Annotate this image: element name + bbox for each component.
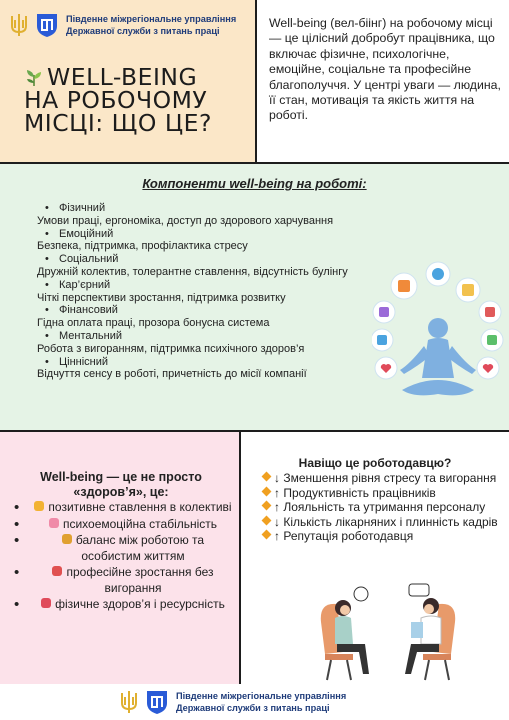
benefit-text: Зменшення рівня стресу та вигорання <box>283 471 497 485</box>
benefit-text: Репутація роботодавця <box>283 529 414 543</box>
conversation-illustration <box>313 582 463 682</box>
intro-panel <box>257 0 509 162</box>
not-just-health-panel <box>0 432 239 684</box>
component-name: • Соціальний <box>37 253 348 266</box>
org-name <box>176 690 346 714</box>
footer-logo-block <box>118 689 346 715</box>
benefit-text: Продуктивність працівників <box>283 485 436 500</box>
figure-icon <box>41 598 51 608</box>
not-just-health-title: Well-being — це не просто «здоров’я», це: <box>40 470 202 499</box>
scales-icon <box>62 534 72 544</box>
meditation-illustration <box>372 260 504 430</box>
meditating-figure <box>400 318 476 395</box>
handshake-icon <box>34 501 44 511</box>
org-line-2: Державної служби з питань праці <box>66 26 220 36</box>
components-panel <box>0 164 509 430</box>
list-item-text: баланс між роботою та особистим життям <box>75 533 205 563</box>
component-description: Умови праці, ергономіка, доступ до здорового харчування <box>37 214 334 227</box>
title-line-1: WELL-BEING <box>47 63 198 91</box>
page-title <box>24 63 252 137</box>
list-item-text: професійне зростання без вигорання <box>66 565 214 595</box>
trend-arrow: ↑ <box>274 529 280 543</box>
org-logo-block <box>8 12 236 38</box>
header-title-panel <box>0 0 255 162</box>
org-line-2: Державної служби з питань праці <box>176 703 330 713</box>
list-item <box>6 517 236 533</box>
list-item-text: позитивне ставлення в колективі <box>48 500 232 514</box>
org-line-1: Південне міжрегіональне управління <box>176 691 347 701</box>
employer-benefits-title: Навіщо це роботодавцю? <box>298 456 452 470</box>
benefit-text: Кількість лікарняних і плинність кадрів <box>283 514 498 529</box>
shield-logo-icon <box>34 12 60 38</box>
diamond-icon <box>262 486 272 496</box>
footer <box>0 684 509 720</box>
component-name: • Ціннісний <box>37 356 348 369</box>
benefit-item <box>261 500 501 515</box>
intro-text: Well-being (вел-біінг) на робочому місці — це цілісний добробут працівника, що включає фізичне, психологічне, емоційне, соціальне та професійне благополуччя. У центрі уваги — людина, її стан, мотивація та якість життя на роботі. <box>269 16 501 123</box>
component-description: Чіткі перспективи зростання, підтримка розвитку <box>37 291 286 304</box>
employer-benefits-panel <box>241 432 509 684</box>
component-name: • Емоційний <box>37 228 348 241</box>
list-item <box>6 597 236 613</box>
org-line-1: Південне міжрегіональне управління <box>66 14 237 24</box>
trident-icon <box>8 12 30 38</box>
brain-icon <box>49 518 59 528</box>
trend-arrow: ↑ <box>274 485 280 500</box>
trend-arrow: ↓ <box>274 514 280 529</box>
component-description: Дружній колектив, толерантне ставлення, відсутність булінгу <box>37 265 348 278</box>
benefit-item <box>261 471 501 486</box>
benefit-text: Лояльність та утримання персоналу <box>283 500 486 514</box>
title-line-3: МІСЦІ: ЩО ЦЕ? <box>24 109 212 137</box>
component-name: • Ментальний <box>37 330 348 343</box>
benefit-item <box>261 529 501 544</box>
person-right <box>405 598 441 674</box>
list-item <box>6 565 236 596</box>
benefit-item <box>261 515 501 530</box>
diamond-icon <box>262 530 272 540</box>
component-name: • Кар’єрний <box>37 279 348 292</box>
trend-arrow: ↑ <box>274 500 280 514</box>
diamond-icon <box>262 501 272 511</box>
diamond-icon <box>262 472 272 482</box>
list-item-text: фізичне здоров’я і ресурсність <box>55 597 225 611</box>
component-description: Робота з вигоранням, підтримка психічного здоров’я <box>37 342 305 355</box>
list-item-text: психоемоційна стабільність <box>62 516 218 531</box>
benefit-item <box>261 486 501 501</box>
list-item <box>6 500 236 516</box>
component-name: • Фізичний <box>37 202 348 215</box>
component-description: Відчуття сенсу в роботі, причетність до місії компанії <box>37 368 307 381</box>
trend-arrow: ↓ <box>274 471 280 485</box>
person-left <box>335 600 369 674</box>
speech-bubble-icon <box>409 584 429 596</box>
chart-up-icon <box>52 566 62 576</box>
shield-logo-icon <box>144 689 170 715</box>
components-list <box>37 202 348 381</box>
employer-benefits-list <box>261 471 501 544</box>
component-description: Безпека, підтримка, профілактика стресу <box>37 240 248 253</box>
diamond-icon <box>262 515 272 525</box>
component-description: Гідна оплата праці, прозора бонусна система <box>37 317 270 330</box>
list-item <box>6 533 236 564</box>
trident-icon <box>118 689 140 715</box>
component-name: • Фінансовий <box>37 304 348 317</box>
not-just-health-list <box>6 500 236 614</box>
thought-bubble-icon <box>354 587 368 601</box>
plant-icon <box>24 67 44 87</box>
org-name <box>66 13 236 37</box>
components-title: Компоненти well-being на роботі: <box>142 176 367 191</box>
title-line-2: НА РОБОЧОМУ <box>24 86 208 114</box>
